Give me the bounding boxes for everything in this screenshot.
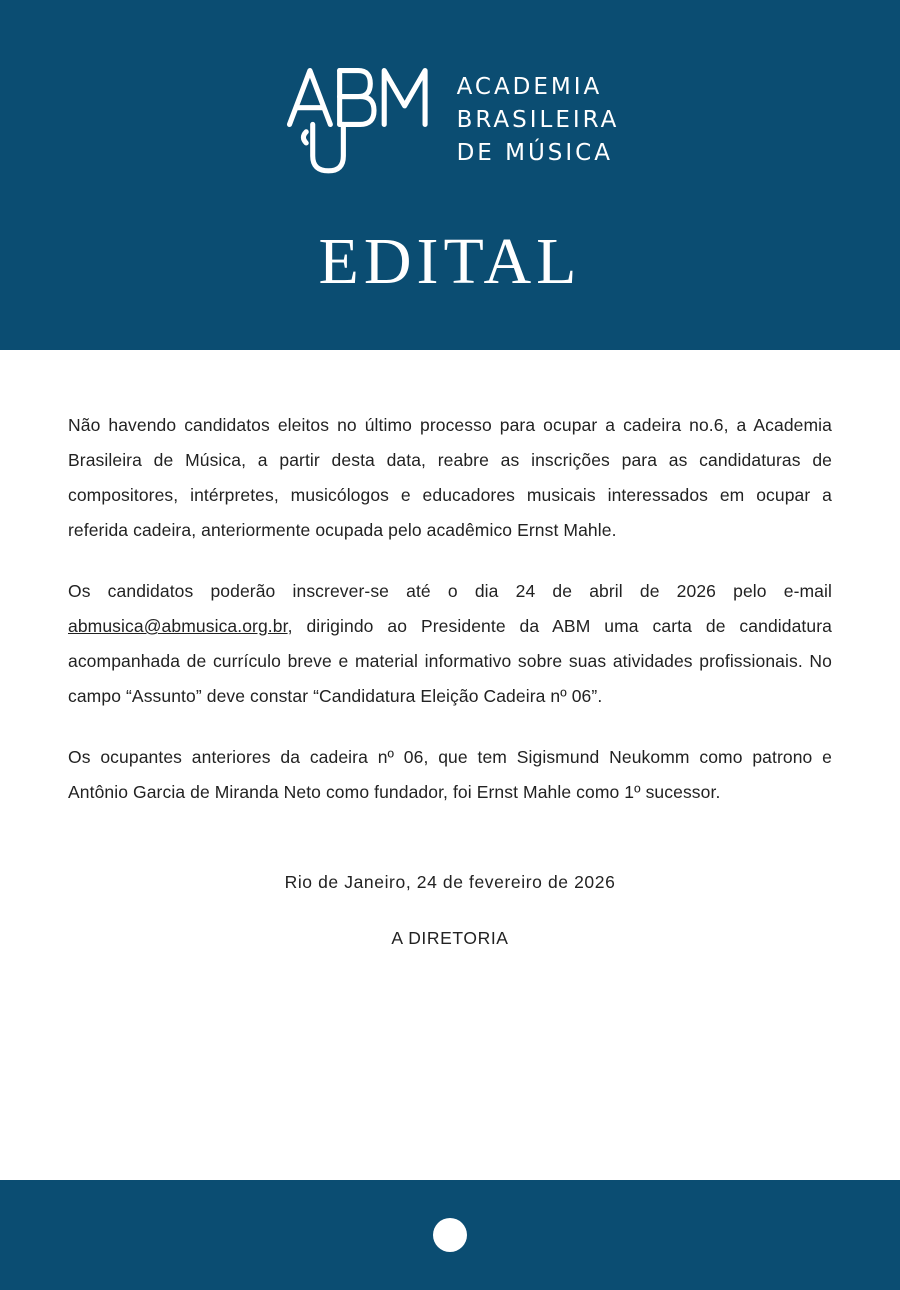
place-and-date: Rio de Janeiro, 24 de fevereiro de 2026: [284, 872, 616, 892]
paragraph-1: Não havendo candidatos eleitos no último processo para ocupar a cadeira no.6, a Academia Brasileira de Música, a partir desta data, reabre as inscrições para as candidaturas de compositores, intérpretes, musicólogos e educadores musicais interessados em ocupar a referida cadeira, anteriormente ocupada pelo acadêmico Ernst Mahle.: [68, 415, 832, 540]
paragraph-2-text-after: , dirigindo ao Presidente da ABM uma carta de candidatura acompanhada de currículo breve e material informativo sobre suas atividades profissionais. No campo “Assunto” deve constar “Candidatura Eleição Cadeira nº 06”.: [68, 616, 832, 706]
document-header: [0, 0, 900, 350]
circle-icon: [433, 1218, 467, 1252]
paragraph-3: Os ocupantes anteriores da cadeira nº 06, que tem Sigismund Neukomm como patrono e Antônio Garcia de Miranda Neto como fundador, foi Ernst Mahle como 1º sucessor.: [68, 747, 832, 802]
document-footer: [0, 1180, 900, 1290]
logo-line-1: ACADEMIA: [456, 73, 603, 100]
signature: A DIRETORIA: [391, 928, 509, 948]
logo-line-3: DE MÚSICA: [456, 139, 613, 166]
document-body: [0, 350, 900, 1180]
abm-monogram-logo: [281, 52, 441, 182]
email-link[interactable]: abmusica@abmusica.org.br: [68, 616, 288, 636]
page-title: EDITAL: [318, 225, 582, 298]
paragraph-2-text-before: Os candidatos poderão inscrever-se até o dia 24 de abril de 2026 pelo e-mail: [68, 581, 832, 601]
logo-line-2: BRASILEIRA: [456, 106, 620, 133]
abm-logo: [281, 52, 620, 182]
abm-logo-wordmark: [457, 70, 620, 165]
paragraph-2: [68, 574, 832, 714]
